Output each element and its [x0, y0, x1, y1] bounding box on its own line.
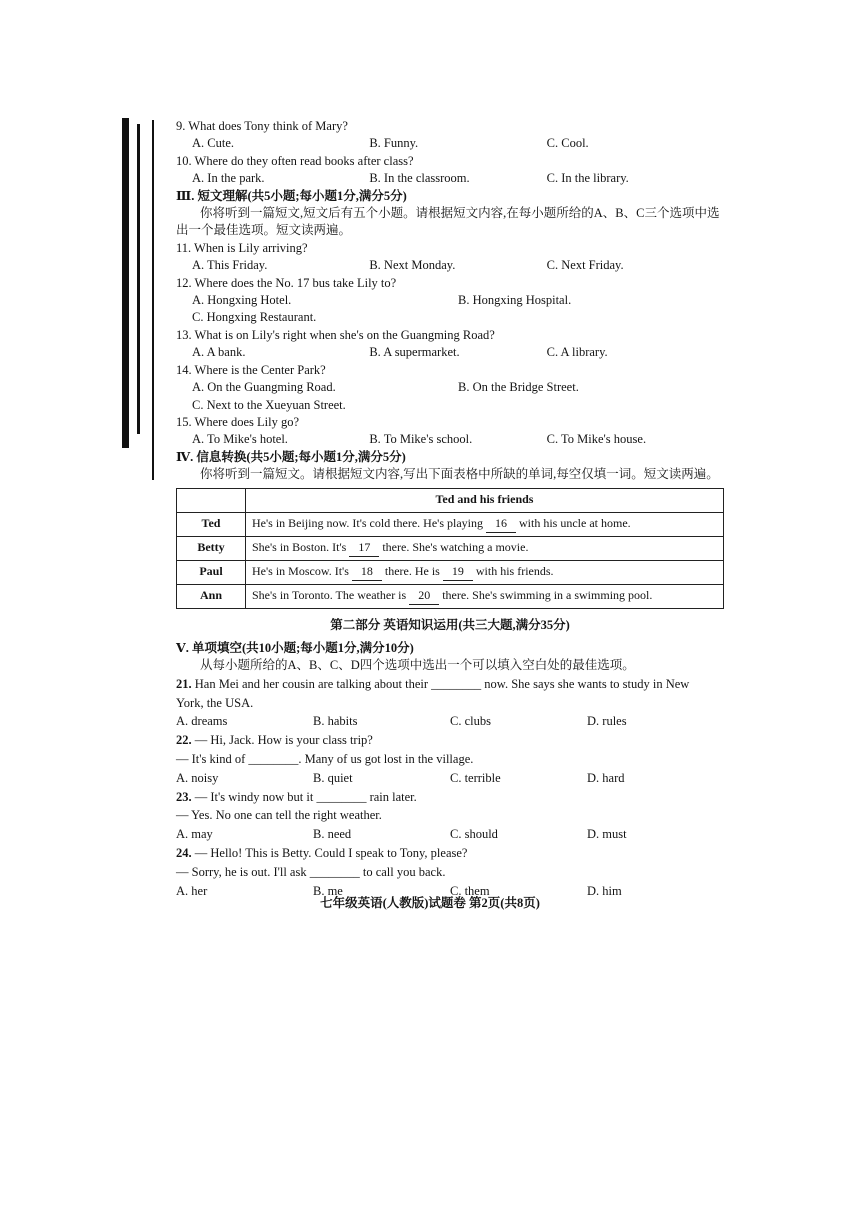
- table-row: [177, 512, 724, 536]
- option-b: B. habits: [313, 714, 358, 729]
- question-15-options: [176, 431, 724, 448]
- option-a: A. A bank.: [192, 345, 246, 360]
- question-10-options: [176, 170, 724, 187]
- option-a: A. This Friday.: [192, 258, 268, 273]
- option-b: B. Hongxing Hospital.: [458, 293, 572, 308]
- section-5-questions: [176, 675, 724, 901]
- section-5-instructions: 从每小题所给的A、B、C、D四个选项中选出一个可以填入空白处的最佳选项。: [200, 658, 635, 673]
- answer-blank[interactable]: 17: [349, 539, 379, 557]
- info-table: [176, 488, 724, 609]
- option-b: B. Next Monday.: [369, 258, 456, 273]
- option-c: C. Cool.: [546, 136, 589, 151]
- option-b: B. Funny.: [369, 136, 419, 151]
- question-14-options-row2: [176, 397, 724, 414]
- question-14-options: [176, 379, 724, 396]
- section-5-title: Ⅴ. 单项填空(共10小题;每小题1分,满分10分): [176, 640, 414, 655]
- question-23-options: [176, 825, 724, 844]
- question-22-cont: — It's kind of ________. Many of us got lost in the village.: [176, 751, 474, 766]
- binding-mark: [137, 124, 140, 434]
- answer-blank[interactable]: 20: [409, 587, 439, 605]
- table-row: [177, 560, 724, 584]
- option-d: D. hard: [587, 770, 625, 785]
- option-a: A. To Mike's hotel.: [192, 432, 288, 447]
- section-4-instructions: 你将听到一篇短文。请根据短文内容,写出下面表格中所缺的单词,每空仅填一词。短文读两遍。: [200, 467, 719, 482]
- option-c: C. Next to the Xueyuan Street.: [192, 397, 346, 412]
- exam-content: [176, 118, 724, 900]
- part-2-title: 第二部分 英语知识运用(共三大题,满分35分): [330, 617, 570, 632]
- section-3-title: Ⅲ. 短文理解(共5小题;每小题1分,满分5分): [176, 188, 407, 203]
- question-21-cont: York, the USA.: [176, 695, 254, 710]
- table-corner: [177, 488, 246, 512]
- row-name: Betty: [177, 536, 246, 560]
- option-b: B. In the classroom.: [369, 171, 470, 186]
- row-name: Ted: [177, 512, 246, 536]
- option-b: B. On the Bridge Street.: [458, 380, 579, 395]
- question-13-options: [176, 344, 724, 361]
- option-a: A. her: [176, 883, 208, 898]
- question-11-options: [176, 257, 724, 274]
- option-c: C. A library.: [546, 345, 608, 360]
- option-c: C. terrible: [450, 770, 501, 785]
- table-row: [177, 584, 724, 608]
- question-10: 10. Where do they often read books after class?: [176, 153, 414, 168]
- row-text: He's in Beijing now. It's cold there. He's playing 16 with his uncle at home.: [246, 512, 724, 536]
- section-3-instructions: 你将听到一篇短文,短文后有五个小题。请根据短文内容,在每小题所给的A、B、C三个选项中选出一个最佳选项。短文读两遍。: [176, 206, 720, 238]
- option-c: C. In the library.: [546, 171, 629, 186]
- option-c: C. clubs: [450, 714, 491, 729]
- row-name: Paul: [177, 560, 246, 584]
- option-c: C. should: [450, 827, 498, 842]
- option-c: C. Hongxing Restaurant.: [192, 310, 317, 325]
- question-12-options: [176, 292, 724, 309]
- option-c: C. Next Friday.: [546, 258, 624, 273]
- option-b: B. need: [313, 827, 352, 842]
- binding-mark: [122, 118, 129, 448]
- option-c: C. To Mike's house.: [546, 432, 647, 447]
- question-22-options: [176, 769, 724, 788]
- option-d: D. must: [587, 827, 627, 842]
- binding-mark: [152, 120, 154, 480]
- question-23-cont: — Yes. No one can tell the right weather.: [176, 808, 382, 823]
- question-12-options-row2: [176, 309, 724, 326]
- option-a: A. Hongxing Hotel.: [192, 293, 292, 308]
- page-footer: 七年级英语(人教版)试题卷 第2页(共8页): [320, 896, 540, 910]
- option-b: B. A supermarket.: [369, 345, 460, 360]
- answer-blank[interactable]: 19: [443, 563, 473, 581]
- question-14: 14. Where is the Center Park?: [176, 362, 326, 377]
- row-name: Ann: [177, 584, 246, 608]
- question-21-options: [176, 712, 724, 731]
- question-11: 11. When is Lily arriving?: [176, 240, 308, 255]
- option-b: B. quiet: [313, 770, 353, 785]
- question-15: 15. Where does Lily go?: [176, 414, 299, 429]
- row-text: He's in Moscow. It's 18 there. He is 19 with his friends.: [246, 560, 724, 584]
- option-d: D. rules: [587, 714, 627, 729]
- option-d: D. him: [587, 883, 622, 898]
- option-a: A. may: [176, 827, 213, 842]
- question-22: 22. — Hi, Jack. How is your class trip?: [176, 733, 373, 748]
- row-text: She's in Boston. It's 17 there. She's watching a movie.: [246, 536, 724, 560]
- question-9-options: [176, 135, 724, 152]
- option-a: A. dreams: [176, 714, 228, 729]
- answer-blank[interactable]: 16: [486, 515, 516, 533]
- question-12: 12. Where does the No. 17 bus take Lily to?: [176, 275, 397, 290]
- option-a: A. Cute.: [192, 136, 235, 151]
- answer-blank[interactable]: 18: [352, 563, 382, 581]
- section-4-title: Ⅳ. 信息转换(共5小题;每小题1分,满分5分): [176, 449, 406, 464]
- question-13: 13. What is on Lily's right when she's on the Guangming Road?: [176, 327, 495, 342]
- question-24: 24. — Hello! This is Betty. Could I speak to Tony, please?: [176, 845, 468, 860]
- question-23: 23. — It's windy now but it ________ rain later.: [176, 789, 417, 804]
- option-a: A. On the Guangming Road.: [192, 380, 336, 395]
- table-row: [177, 536, 724, 560]
- question-9: 9. What does Tony think of Mary?: [176, 119, 348, 133]
- question-24-cont: — Sorry, he is out. I'll ask ________ to call you back.: [176, 864, 446, 879]
- option-b: B. me: [313, 883, 343, 898]
- option-a: A. noisy: [176, 770, 219, 785]
- option-b: B. To Mike's school.: [369, 432, 473, 447]
- option-a: A. In the park.: [192, 171, 265, 186]
- row-text: She's in Toronto. The weather is 20 there. She's swimming in a swimming pool.: [246, 584, 724, 608]
- question-21: 21. Han Mei and her cousin are talking about their ________ now. She says she wants to study in New: [176, 676, 690, 691]
- table-title: Ted and his friends: [246, 488, 724, 512]
- option-c: C. them: [450, 883, 490, 898]
